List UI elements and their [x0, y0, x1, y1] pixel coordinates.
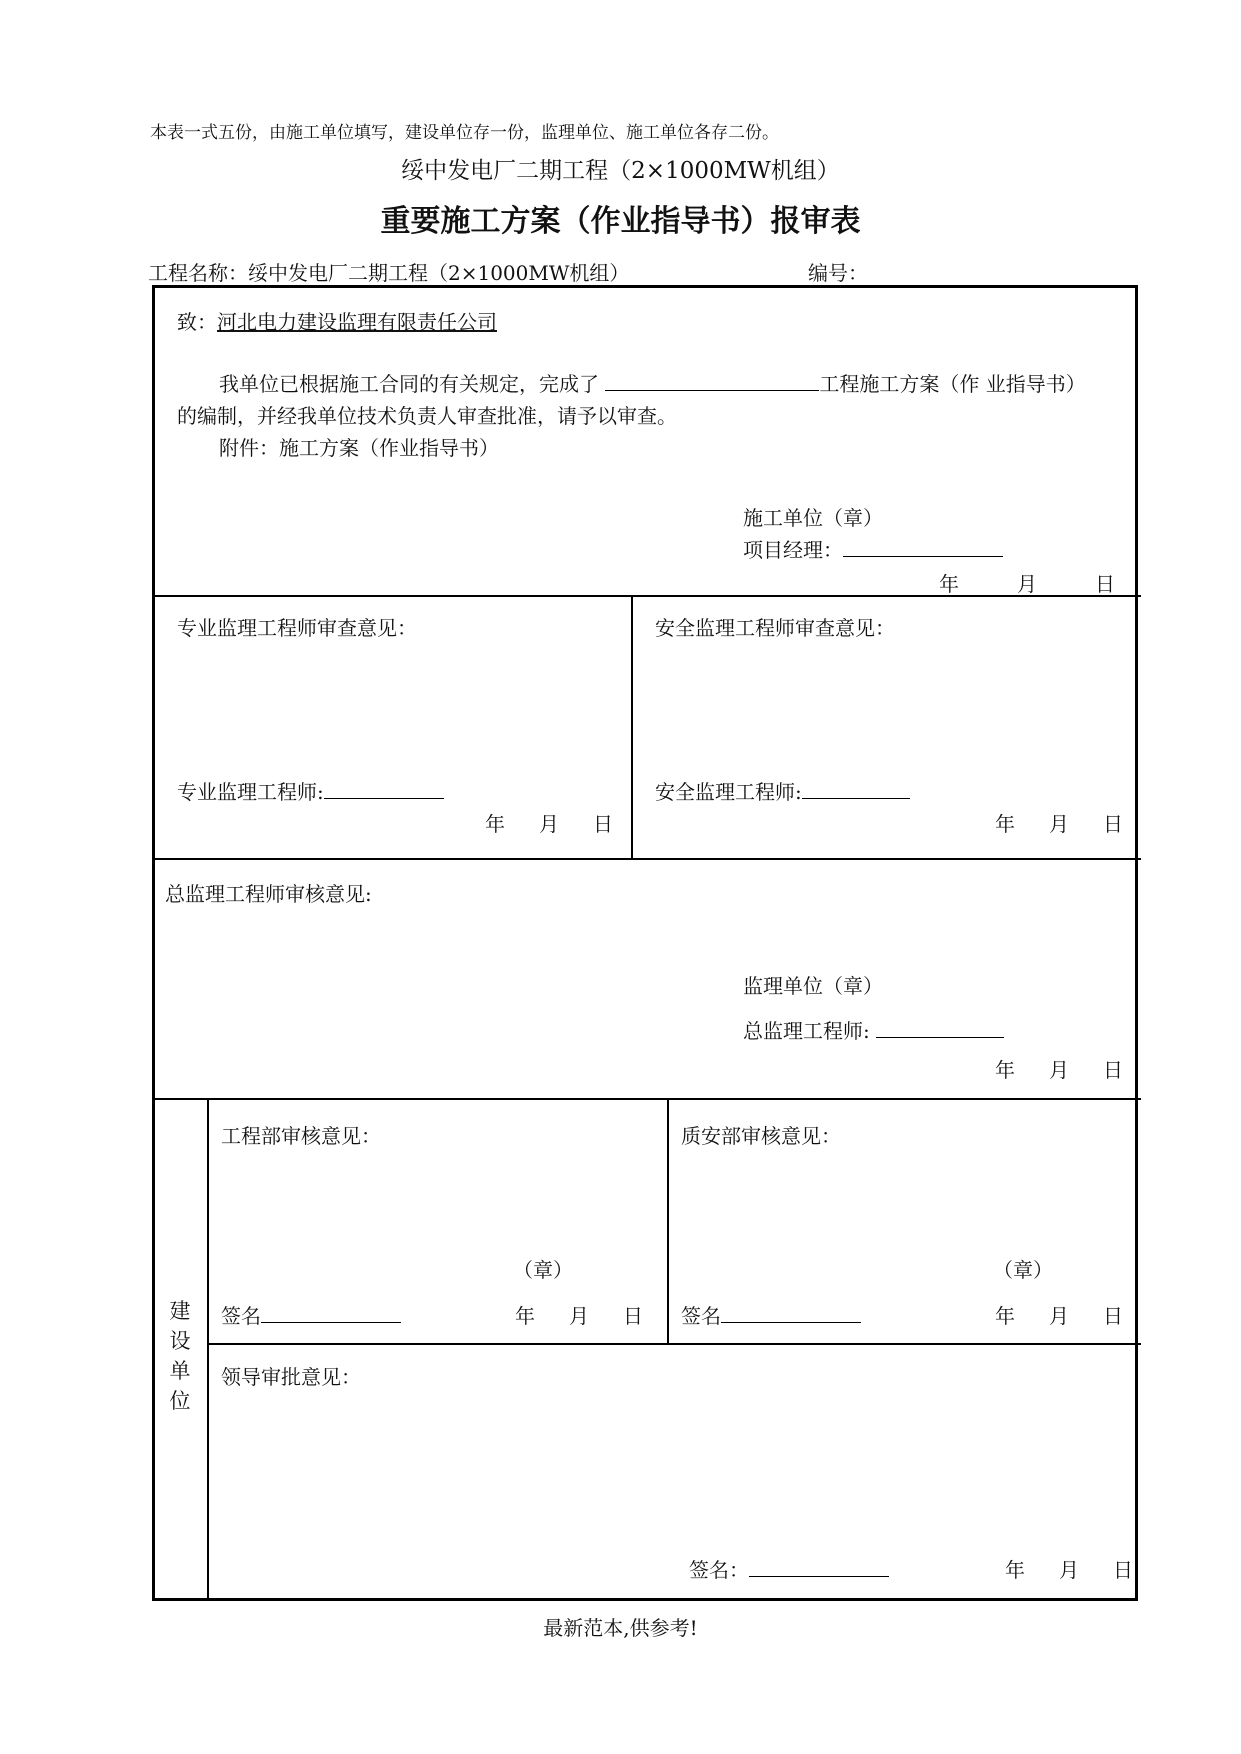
construction-unit-seal: 施工单位（章） — [743, 506, 883, 530]
engineering-dept-opinion-title: 工程部审核意见： — [221, 1124, 381, 1148]
row-divider — [155, 858, 1141, 860]
year-label: 年 — [485, 812, 505, 836]
project-manager-signature[interactable] — [843, 538, 1003, 557]
footer-note: 最新范本,供参考! — [543, 1616, 698, 1640]
month-label: 月 — [539, 812, 559, 836]
day-label: 日 — [623, 1304, 643, 1328]
date-line — [995, 808, 1123, 837]
approval-form-table — [152, 285, 1138, 1601]
column-divider — [207, 1098, 209, 1601]
safety-engineer-signer — [655, 776, 910, 805]
number-label: 编号： — [808, 261, 868, 285]
day-label: 日 — [1113, 1558, 1133, 1582]
sign-label: 签名 — [221, 1304, 261, 1328]
number-line — [808, 257, 868, 286]
chief-engineer-signer — [743, 1015, 1004, 1044]
day-label: 日 — [1103, 812, 1123, 836]
date-line — [995, 1300, 1123, 1329]
leader-sign-line — [689, 1554, 889, 1583]
safety-engineer-opinion-title: 安全监理工程师审查意见： — [655, 616, 895, 640]
year-label: 年 — [995, 1058, 1015, 1082]
project-name-line — [148, 257, 629, 286]
chief-engineer-opinion-title: 总监理工程师审核意见: — [165, 882, 372, 906]
leader-approval-opinion-title: 领导审批意见： — [221, 1365, 361, 1389]
date-line — [515, 1300, 643, 1329]
quality-safety-dept-sign-line — [681, 1300, 861, 1329]
month-label: 月 — [1049, 1304, 1069, 1328]
year-label: 年 — [939, 572, 959, 596]
quality-safety-dept-opinion-title: 质安部审核意见： — [681, 1124, 841, 1148]
to-label: 致： — [177, 310, 217, 334]
supervision-unit-seal: 监理单位（章） — [743, 974, 883, 998]
professional-engineer-label: 专业监理工程师: — [177, 780, 324, 804]
statement-line-2: 的编制，并经我单位技术负责人审查批准，请予以审查。 — [177, 404, 677, 428]
year-label: 年 — [995, 1304, 1015, 1328]
column-divider — [667, 1098, 669, 1343]
engineering-dept-seal: （章） — [513, 1258, 573, 1282]
day-label: 日 — [593, 812, 613, 836]
sign-label: 签名 — [681, 1304, 721, 1328]
engineering-dept-sign-line — [221, 1300, 401, 1329]
leader-signature[interactable] — [749, 1558, 889, 1577]
day-label: 日 — [1095, 572, 1115, 596]
date-line — [939, 568, 1115, 597]
month-label: 月 — [1059, 1558, 1079, 1582]
vertical-char: 设 — [169, 1329, 191, 1353]
leader-sign-label: 签名： — [689, 1558, 749, 1582]
year-label: 年 — [1005, 1558, 1025, 1582]
chief-engineer-label: 总监理工程师: — [743, 1019, 870, 1043]
month-label: 月 — [1049, 812, 1069, 836]
month-label: 月 — [569, 1304, 589, 1328]
chief-engineer-signature[interactable] — [876, 1019, 1004, 1038]
statement-line-1 — [219, 368, 1086, 397]
project-name-label: 工程名称： — [148, 261, 248, 285]
vertical-char: 位 — [169, 1389, 191, 1413]
safety-engineer-signature[interactable] — [802, 780, 910, 799]
addressee-line — [177, 306, 497, 335]
date-line — [995, 1054, 1123, 1083]
statement-part-1: 我单位已根据施工合同的有关规定，完成了 — [219, 372, 599, 396]
professional-engineer-opinion-title: 专业监理工程师审查意见： — [177, 616, 417, 640]
column-divider — [631, 595, 633, 858]
month-label: 月 — [1017, 572, 1037, 596]
attachment-line: 附件：施工方案（作业指导书） — [219, 436, 499, 460]
project-manager-line — [743, 534, 1003, 563]
vertical-char: 单 — [169, 1359, 191, 1383]
engineering-dept-signature[interactable] — [261, 1304, 401, 1323]
year-label: 年 — [995, 812, 1015, 836]
professional-engineer-signature[interactable] — [324, 780, 444, 799]
date-line — [485, 808, 613, 837]
day-label: 日 — [1103, 1304, 1123, 1328]
statement-part-2: 工程施工方案（作 业指导书） — [819, 372, 1086, 396]
year-label: 年 — [515, 1304, 535, 1328]
project-name-value: 绥中发电厂二期工程（2×1000MW机组） — [248, 261, 630, 285]
vertical-char: 建 — [169, 1299, 191, 1323]
day-label: 日 — [1103, 1058, 1123, 1082]
month-label: 月 — [1049, 1058, 1069, 1082]
project-manager-label: 项目经理： — [743, 538, 843, 562]
professional-engineer-signer — [177, 776, 444, 805]
project-subtitle: 绥中发电厂二期工程（2×1000MW机组） — [401, 158, 840, 184]
form-title: 重要施工方案（作业指导书）报审表 — [380, 204, 861, 239]
quality-safety-dept-signature[interactable] — [721, 1304, 861, 1323]
row-divider — [207, 1343, 1141, 1345]
quality-safety-dept-seal: （章） — [993, 1258, 1053, 1282]
date-line — [1005, 1554, 1133, 1583]
owner-unit-vertical-label — [168, 1296, 192, 1416]
row-divider — [155, 1098, 1141, 1100]
project-blank[interactable] — [605, 372, 819, 391]
distribution-note: 本表一式五份，由施工单位填写，建设单位存一份，监理单位、施工单位各存二份。 — [150, 123, 779, 143]
safety-engineer-label: 安全监理工程师: — [655, 780, 802, 804]
to-company: 河北电力建设监理有限责任公司 — [217, 310, 497, 334]
